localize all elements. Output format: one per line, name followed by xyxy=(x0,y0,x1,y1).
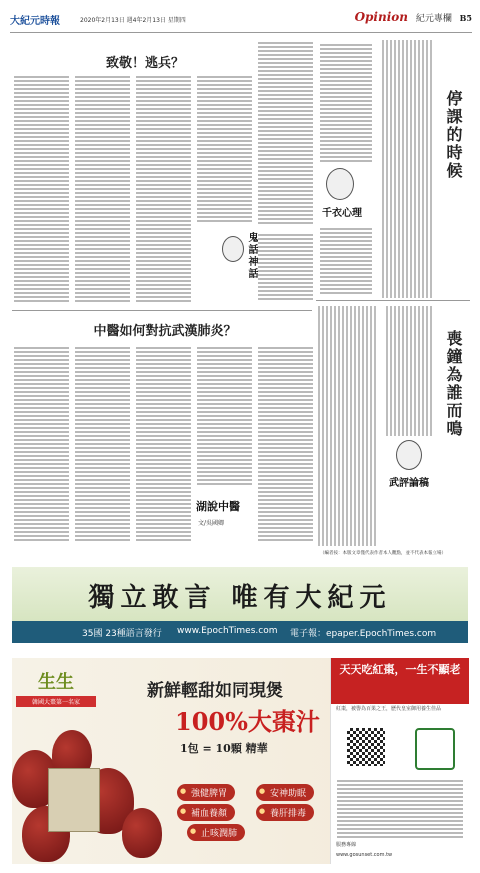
right1-vertical-text xyxy=(380,40,432,298)
column-cartoon-top xyxy=(222,232,262,294)
benefit-4: ● 養肝排毒 xyxy=(256,804,314,821)
certification-badge-icon xyxy=(415,728,455,770)
page-header xyxy=(10,6,472,33)
benefit-5: ● 止咳潤肺 xyxy=(187,824,245,841)
mid-body-col-5 xyxy=(258,345,313,543)
contact-line: 服務專線 xyxy=(336,842,357,848)
column-label-right-1-wrap xyxy=(316,40,376,300)
ad-right-panel xyxy=(330,658,469,864)
website-link[interactable]: www.EpochTimes.com xyxy=(177,626,278,636)
mid-author: 文/吳國卿 xyxy=(198,520,225,527)
benefit-3: ● 補血養顏 xyxy=(177,804,235,821)
issue-date: 2020年2月13日 週4年2月13日 星期四 xyxy=(80,17,186,24)
avatar xyxy=(396,440,422,470)
editor-footnote: （編者按：本版文章僅代表作者本人觀點，並不代表本報立場） xyxy=(320,551,446,556)
banner-bar xyxy=(12,621,468,643)
avatar xyxy=(222,236,244,262)
ad-headline: 新鮮輕甜如同現煲 xyxy=(147,681,283,701)
epoch-times-banner[interactable] xyxy=(12,567,468,643)
column-cartoon-right-2 xyxy=(384,440,434,540)
column-cartoon-mid xyxy=(196,488,256,540)
mid-body-col-2 xyxy=(75,345,130,543)
article-body-col-6 xyxy=(258,232,313,302)
avatar xyxy=(326,168,354,200)
ad-equation: 1包 = 10顆 精華 xyxy=(180,742,268,755)
newspaper-logo: 大紀元時報 xyxy=(10,16,60,27)
mid-body-col-4 xyxy=(197,345,252,485)
issue-text: 35國 23種語言發行 xyxy=(82,629,162,639)
banner-slogan: 獨立敢言 唯有大紀元 xyxy=(88,583,392,613)
mid-body-col-3 xyxy=(136,345,191,543)
benefit-2: ● 安神助眠 xyxy=(256,784,314,801)
divider xyxy=(316,300,470,301)
article-body-col-4 xyxy=(197,74,252,224)
column-label-top: 鬼話神話 xyxy=(246,232,257,280)
ad-website[interactable]: www.gosunset.com.tw xyxy=(336,852,393,858)
product-box xyxy=(48,768,100,832)
section-en: Opinion xyxy=(354,10,408,24)
article-title-right-2: 喪鐘為誰而鳴 xyxy=(444,330,463,438)
right2-vertical-text-b xyxy=(384,306,434,436)
ad-right-note: 紅棗，被譽為百果之王，歷代皇室御用養生佳品 xyxy=(336,706,442,712)
article-title-mid: 中醫如何對抗武漢肺炎？ xyxy=(93,324,237,339)
page-number: B5 xyxy=(459,13,472,23)
column-label-right-2: 武評論稿 xyxy=(389,478,429,489)
ad-big-title: 100%大棗汁 xyxy=(175,707,320,736)
ad-right-text xyxy=(337,778,463,838)
article-title-top: 致敬！逃兵？ xyxy=(105,56,184,71)
epaper-link[interactable]: 電子報：epaper.EpochTimes.com xyxy=(290,629,437,639)
article-body-col-2 xyxy=(75,74,130,302)
column-label-right-1: 千衣心理 xyxy=(322,208,362,219)
article-body-col-5 xyxy=(258,40,313,224)
brand-sub: 韓國大棗第一名家 xyxy=(16,696,96,707)
mid-body-col-1 xyxy=(14,345,69,543)
benefit-1: ● 強健脾胃 xyxy=(177,784,235,801)
divider xyxy=(12,310,312,311)
right1-body-b xyxy=(320,226,372,296)
article-body-col-3 xyxy=(136,74,191,302)
ad-brand xyxy=(16,668,96,707)
article-body-col-1 xyxy=(14,74,69,302)
section-zh: 紀元專欄 xyxy=(415,14,452,24)
brand-name: 生生 xyxy=(38,672,74,693)
jujube-image xyxy=(122,808,162,858)
jujube-juice-ad[interactable] xyxy=(12,658,468,864)
column-label-mid: 湖說中醫 xyxy=(196,500,240,513)
ad-right-header: 天天吃紅棗，一生不顯老 xyxy=(331,658,469,704)
right2-vertical-text-a xyxy=(316,306,378,546)
section-heading xyxy=(355,10,472,24)
article-title-right-1: 停課的時候 xyxy=(444,90,463,180)
right1-body-a xyxy=(320,42,372,162)
qr-code-icon[interactable] xyxy=(347,728,385,766)
